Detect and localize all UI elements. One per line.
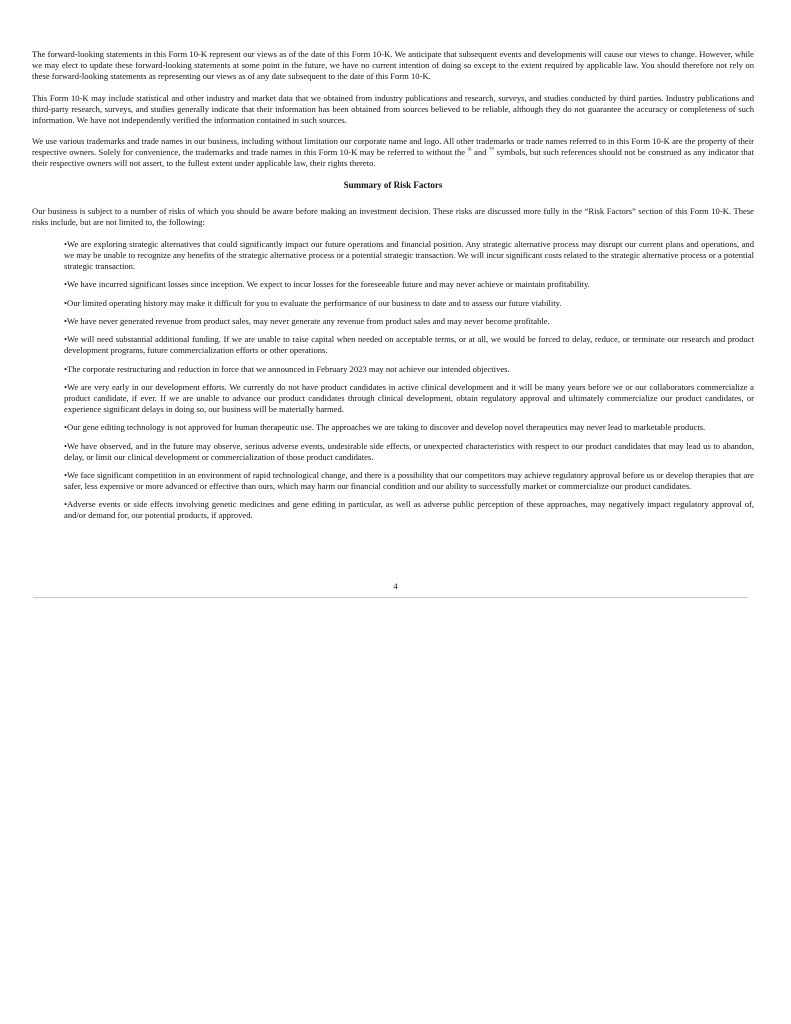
bullet-icon: • xyxy=(64,315,68,326)
risk-item xyxy=(64,279,754,290)
industry-data-paragraph: This Form 10-K may include statistical and other industry and market data that we obtained from industry publications and research, surveys, and studies conducted by third parties. Industry publications and third-party research, surveys, and studies generally indicate that their information has been obtained from sources believed to be reliable, although they do not guarantee the accuracy or completeness of such information. We have not independently verified the information contained in such sources. xyxy=(32,92,754,125)
risk-item xyxy=(64,441,754,463)
risk-item xyxy=(64,334,754,356)
risk-text: We face significant competition in an environment of rapid technological change, and there is a possibility that our competitors may achieve regulatory approval before us or develop therapies that are safer, less expensive or more advanced or effective than ours, which may harm our financial condition and our ability to successfully market or commercialize our product candidates. xyxy=(64,469,754,491)
risk-text: The corporate restructuring and reduction in force that we announced in February 2023 may not achieve our intended objectives. xyxy=(67,363,510,374)
trademarks-paragraph xyxy=(32,136,754,169)
trademark-symbol: ™ xyxy=(488,147,495,154)
risk-item xyxy=(64,382,754,415)
risk-item xyxy=(64,364,754,375)
risk-item xyxy=(64,470,754,492)
risk-text: We have observed, and in the future may observe, serious adverse events, undesirable side effects, or unexpected characteristics with respect to our product candidates that may lead us to abandon, delay, or limit our clinical development or commercialization of those product candidates. xyxy=(64,440,754,462)
bullet-icon: • xyxy=(64,363,68,374)
bullet-icon: • xyxy=(64,499,68,510)
bullet-icon: • xyxy=(64,440,68,451)
risk-item xyxy=(64,422,754,433)
trademarks-text-and: and xyxy=(471,147,489,158)
risk-text: Adverse events or side effects involving genetic medicines and gene editing in particular, as well as adverse public perception of these approaches, may negatively impact regulatory approval of, and/or demand for, our potential products, if approved. xyxy=(64,499,754,521)
summary-heading: Summary of Risk Factors xyxy=(343,180,443,191)
risk-item xyxy=(64,316,754,327)
risk-text: Our gene editing technology is not approved for human therapeutic use. The approaches we are taking to discover and develop novel therapeutics may never lead to marketable products. xyxy=(67,422,706,433)
bullet-icon: • xyxy=(64,238,68,249)
risk-text: We are very early in our development efforts. We currently do not have product candidates in active clinical development and it will be many years before we or our collaborators commercialize a product candidate, if ever. If we are unable to advance our product candidates through clinical development, obtain regulatory approval and ultimately commercialize our product candidates, or experience significant delays in doing so, our business will be materially harmed. xyxy=(64,382,754,414)
risk-item xyxy=(64,239,754,272)
registered-symbol: ® xyxy=(467,147,472,154)
risk-text: Our limited operating history may make it difficult for you to evaluate the performance of our business to date and to assess our future viability. xyxy=(67,297,562,308)
page-number: 4 xyxy=(393,581,398,591)
risk-item xyxy=(64,298,754,309)
trademarks-text-a: We use various trademarks and trade names in our business, including without limitation our corporate name and logo. All other trademarks or trade names referred to in this Form 10-K are the property of their respective owners. Solely for convenience, the trademarks and trade names in this Form 10-K may be referred to without the xyxy=(32,136,754,158)
page-content xyxy=(32,49,754,529)
trademarks-text-b: symbols, but such references should not be construed as any indicator that their respective owners will not assert, to the fullest extent under applicable law, their rights thereto. xyxy=(32,147,754,169)
risk-text: We have incurred significant losses since inception. We expect to incur losses for the foreseeable future and may never achieve or maintain profitability. xyxy=(67,279,590,290)
bullet-icon: • xyxy=(64,469,68,480)
bullet-icon: • xyxy=(64,422,68,433)
bullet-icon: • xyxy=(64,279,68,290)
bullet-icon: • xyxy=(64,334,68,345)
risk-text: We are exploring strategic alternatives that could significantly impact our future operations and financial position. Any strategic alternative process may disrupt our current plans and operations, and we may be unable to recognize any benefits of the strategic alternative process or a potential strategic transaction. We will incur significant costs related to the strategic alternative process or a potential strategic transaction. xyxy=(64,238,754,271)
risk-list xyxy=(32,239,754,521)
summary-intro: Our business is subject to a number of risks of which you should be aware before making an investment decision. These risks are discussed more fully in the “Risk Factors” section of this Form 10-K. These risks include, but are not limited to, the following: xyxy=(32,206,754,227)
forward-looking-paragraph: The forward-looking statements in this Form 10-K represent our views as of the date of this Form 10-K. We anticipate that subsequent events and developments will cause our views to change. However, while we may elect to update these forward-looking statements at some point in the future, we have no current intention of doing so except to the extent required by applicable law. You should therefore not rely on these forward-looking statements as representing our views as of any date subsequent to the date of this Form 10-K. xyxy=(32,49,754,81)
risk-item xyxy=(64,499,754,521)
page-divider xyxy=(33,597,748,598)
bullet-icon: • xyxy=(64,297,68,308)
risk-text: We have never generated revenue from product sales, may never generate any revenue from product sales and may never become profitable. xyxy=(67,315,550,326)
risk-text: We will need substantial additional funding. If we are unable to raise capital when needed on acceptable terms, or at all, we would be forced to delay, reduce, or terminate our research and product development programs, future commercialization efforts or other operations. xyxy=(64,334,754,356)
bullet-icon: • xyxy=(64,382,68,393)
